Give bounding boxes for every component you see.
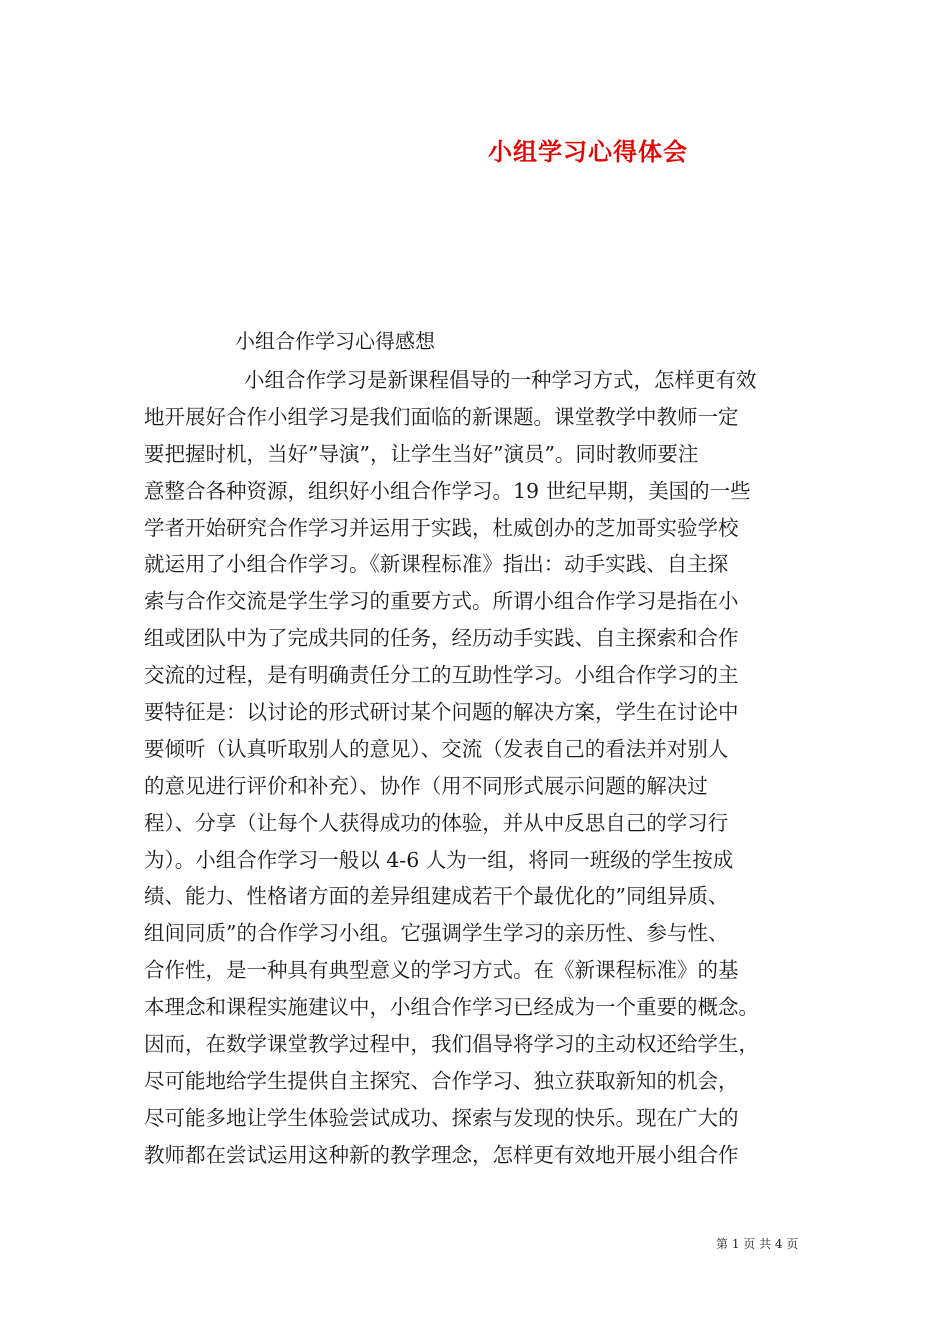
body-line: 要倾听（认真听取别人的意见）、交流（发表自己的看法并对别人 <box>144 736 729 761</box>
body-line: 尽可能地给学生提供自主探究、合作学习、独立获取新知的机会， <box>144 1068 739 1093</box>
body-line: 地开展好合作小组学习是我们面临的新课题。课堂教学中教师一定 <box>144 404 739 429</box>
body-line: 为）。小组合作学习一般以 4-6 人为一组，将同一班级的学生按成 <box>144 847 734 872</box>
body-line: 就运用了小组合作学习。《新课程标准》指出：动手实践、自主探 <box>144 552 729 577</box>
body-text <box>144 362 824 1174</box>
body-line: 绩、能力、性格诸方面的差异组建成若干个最优化的”同组异质、 <box>144 884 729 909</box>
body-line: 要把握时机，当好”导演”，让学生当好”演员”。同时教师要注 <box>144 441 699 466</box>
body-line: 要特征是：以讨论的形式研讨某个问题的解决方案，学生在讨论中 <box>144 700 739 725</box>
body-line: 合作性，是一种具有典型意义的学习方式。在《新课程标准》的基 <box>144 958 739 983</box>
body-line: 学者开始研究合作学习并运用于实践，杜威创办的芝加哥实验学校 <box>144 515 739 540</box>
document-title: 小组学习心得体会 <box>488 137 688 166</box>
body-line: 尽可能多地让学生体验尝试成功、探索与发现的快乐。现在广大的 <box>144 1105 739 1130</box>
page-number: 第 1 页 共 4 页 <box>716 1237 799 1251</box>
body-line: 因而，在数学课堂教学过程中，我们倡导将学习的主动权还给学生， <box>144 1032 759 1057</box>
body-line: 交流的过程，是有明确责任分工的互助性学习。小组合作学习的主 <box>144 663 739 688</box>
body-line: 索与合作交流是学生学习的重要方式。所谓小组合作学习是指在小 <box>144 589 739 614</box>
body-line: 本理念和课程实施建议中，小组合作学习已经成为一个重要的概念。 <box>144 995 759 1020</box>
document-subtitle: 小组合作学习心得感想 <box>235 329 435 353</box>
body-line: 意整合各种资源，组织好小组合作学习。19 世纪早期，美国的一些 <box>144 478 751 503</box>
body-line: 小组合作学习是新课程倡导的一种学习方式，怎样更有效 <box>244 368 757 392</box>
body-line: 组或团队中为了完成共同的任务，经历动手实践、自主探索和合作 <box>144 626 739 651</box>
body-line: 的意见进行评价和补充）、协作（用不同形式展示问题的解决过 <box>144 773 708 798</box>
body-line: 教师都在尝试运用这种新的教学理念，怎样更有效地开展小组合作 <box>144 1142 739 1167</box>
body-line: 程）、分享（让每个人获得成功的体验，并从中反思自己的学习行 <box>144 810 729 835</box>
body-line: 组间同质”的合作学习小组。它强调学生学习的亲历性、参与性、 <box>144 921 729 946</box>
